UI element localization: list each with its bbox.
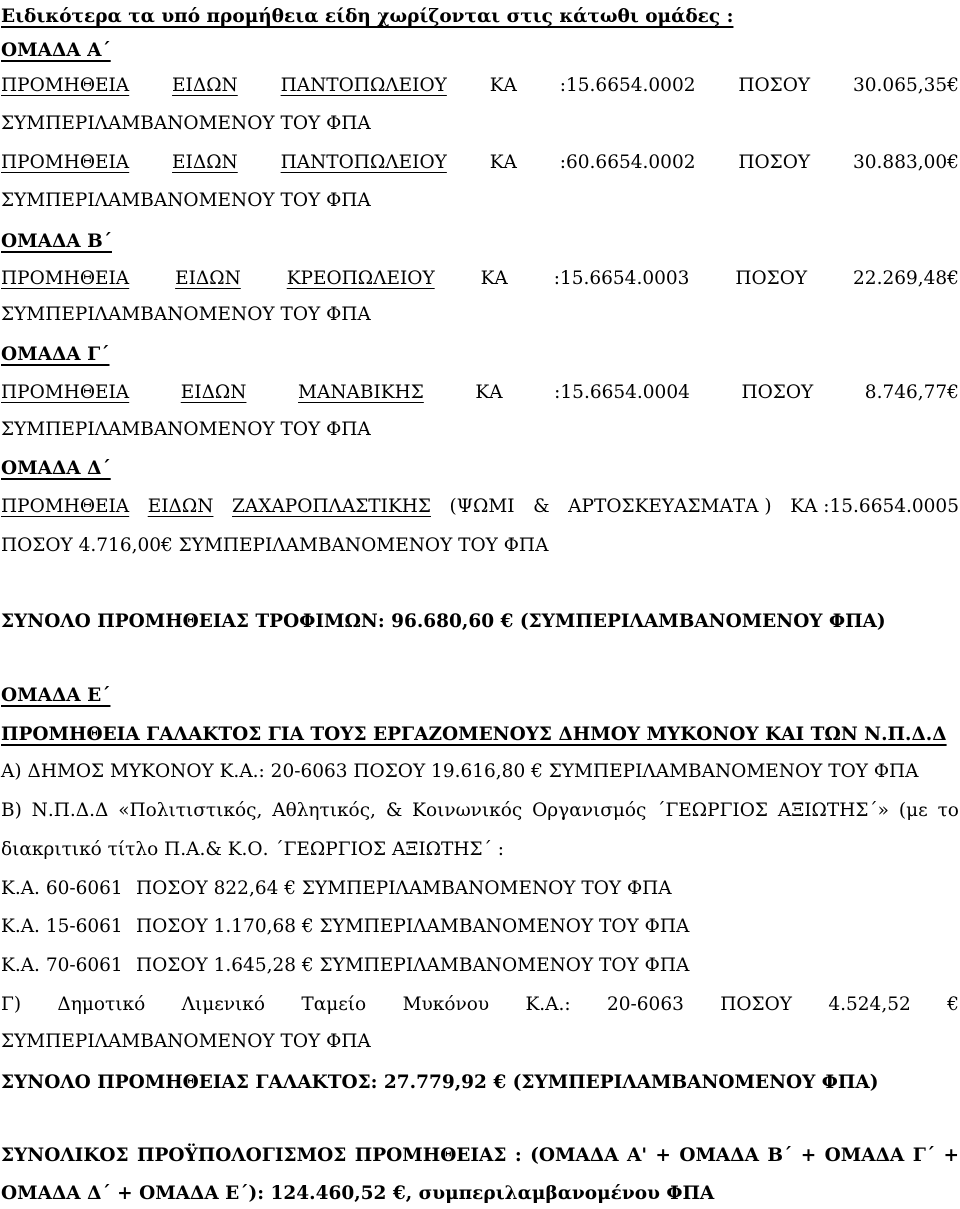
group-a-item-2: ΠΡΟΜΗΘΕΙΑ ΕΙΔΩΝ ΠΑΝΤΟΠΩΛΕΙΟΥ ΚΑ :60.6654.0002 ΠΟΣΟΥ 30.883,00€: [1, 152, 959, 173]
group-e-line-c: Γ) Δημοτικό Λιμενικό Ταμείο Μυκόνου Κ.Α.: 20-6063 ΠΟΣΟΥ 4.524,52 €: [1, 994, 959, 1015]
group-b-heading: ΟΜΑΔΑ Β΄: [1, 231, 112, 252]
group-c-item-1: ΠΡΟΜΗΘΕΙΑ ΕΙΔΩΝ ΜΑΝΑΒΙΚΗΣ ΚΑ :15.6654.0004 ΠΟΣΟΥ 8.746,77€: [1, 382, 959, 403]
group-e-heading: ΟΜΑΔΑ Ε΄: [1, 685, 111, 706]
group-d-item-1-amount: ΠΟΣΟΥ 4.716,00€ ΣΥΜΠΕΡΙΛΑΜΒΑΝΟΜΕΝΟΥ ΤΟΥ ΦΠΑ: [1, 535, 549, 556]
group-a-item-2-vat: ΣΥΜΠΕΡΙΛΑΜΒΑΝΟΜΕΝΟΥ ΤΟΥ ΦΠΑ: [1, 190, 371, 211]
group-b-item-1: ΠΡΟΜΗΘΕΙΑ ΕΙΔΩΝ ΚΡΕΟΠΩΛΕΙΟΥ ΚΑ :15.6654.0003 ΠΟΣΟΥ 22.269,48€: [1, 268, 959, 289]
group-a-heading: ΟΜΑΔΑ Α΄: [1, 40, 111, 61]
ka-row: Κ.Α. 60-6061 ΠΟΣΟΥ 822,64 € ΣΥΜΠΕΡΙΛΑΜΒΑΝΟΜΕΝΟΥ ΤΟΥ ΦΠΑ: [1, 878, 672, 899]
intro-heading: Ειδικότερα τα υπό προμήθεια είδη χωρίζονται στις κάτωθι ομάδες :: [1, 6, 734, 27]
food-total: ΣΥΝΟΛΟ ΠΡΟΜΗΘΕΙΑΣ ΤΡΟΦΙΜΩΝ: 96.680,60 € (ΣΥΜΠΕΡΙΛΑΜΒΑΝΟΜΕΝΟΥ ΦΠΑ): [1, 611, 886, 632]
group-c-heading: ΟΜΑΔΑ Γ΄: [1, 344, 110, 365]
group-d-heading: ΟΜΑΔΑ Δ΄: [1, 458, 111, 479]
group-e-title: ΠΡΟΜΗΘΕΙΑ ΓΑΛΑΚΤΟΣ ΓΙΑ ΤΟΥΣ ΕΡΓΑΖΟΜΕΝΟΥΣ ΔΗΜΟΥ ΜΥΚΟΝΟΥ ΚΑΙ ΤΩΝ Ν.Π.Δ.Δ: [1, 724, 947, 745]
group-c-item-1-vat: ΣΥΜΠΕΡΙΛΑΜΒΑΝΟΜΕΝΟΥ ΤΟΥ ΦΠΑ: [1, 419, 371, 440]
ka-row: Κ.Α. 15-6061 ΠΟΣΟΥ 1.170,68 € ΣΥΜΠΕΡΙΛΑΜΒΑΝΟΜΕΝΟΥ ΤΟΥ ΦΠΑ: [1, 916, 690, 937]
group-d-item-1: ΠΡΟΜΗΘΕΙΑ ΕΙΔΩΝ ΖΑΧΑΡΟΠΛΑΣΤΙΚΗΣ (ΨΩΜΙ & ΑΡΤΟΣΚΕΥΑΣΜΑΤΑ ) ΚΑ :15.6654.0005: [1, 496, 959, 517]
ka-row: Κ.Α. 70-6061 ΠΟΣΟΥ 1.645,28 € ΣΥΜΠΕΡΙΛΑΜΒΑΝΟΜΕΝΟΥ ΤΟΥ ΦΠΑ: [1, 955, 690, 976]
budget-total-line-2: ΟΜΑΔΑ Δ΄ + ΟΜΑΔΑ Ε΄): 124.460,52 €, συμπεριλαμβανομένου ΦΠΑ: [1, 1183, 715, 1204]
group-e-line-b: Β) Ν.Π.Δ.Δ «Πολιτιστικός, Αθλητικός, & Κοινωνικός Οργανισμός ΄ΓΕΩΡΓΙΟΣ ΑΞΙΩΤΗΣ΄» (με το: [1, 800, 959, 821]
milk-total: ΣΥΝΟΛΟ ΠΡΟΜΗΘΕΙΑΣ ΓΑΛΑΚΤΟΣ: 27.779,92 € (ΣΥΜΠΕΡΙΛΑΜΒΑΝΟΜΕΝΟΥ ΦΠΑ): [1, 1072, 879, 1093]
group-a-item-1: ΠΡΟΜΗΘΕΙΑ ΕΙΔΩΝ ΠΑΝΤΟΠΩΛΕΙΟΥ ΚΑ :15.6654.0002 ΠΟΣΟΥ 30.065,35€: [1, 75, 959, 96]
group-e-line-a: Α) ΔΗΜΟΣ ΜΥΚΟΝΟΥ Κ.Α.: 20-6063 ΠΟΣΟΥ 19.616,80 € ΣΥΜΠΕΡΙΛΑΜΒΑΝΟΜΕΝΟΥ ΤΟΥ ΦΠΑ: [1, 761, 919, 782]
group-e-line-b-title: διακριτικό τίτλο Π.Α.& Κ.Ο. ΄ΓΕΩΡΓΙΟΣ ΑΞΙΩΤΗΣ΄ :: [1, 839, 504, 860]
budget-total-line-1: ΣΥΝΟΛΙΚΟΣ ΠΡΟΫΠΟΛΟΓΙΣΜΟΣ ΠΡΟΜΗΘΕΙΑΣ : (ΟΜΑΔΑ Α' + ΟΜΑΔΑ Β΄ + ΟΜΑΔΑ Γ΄ +: [1, 1145, 959, 1166]
group-e-line-c-vat: ΣΥΜΠΕΡΙΛΑΜΒΑΝΟΜΕΝΟΥ ΤΟΥ ΦΠΑ: [1, 1031, 371, 1052]
group-b-item-1-vat: ΣΥΜΠΕΡΙΛΑΜΒΑΝΟΜΕΝΟΥ ΤΟΥ ΦΠΑ: [1, 304, 371, 325]
group-a-item-1-vat: ΣΥΜΠΕΡΙΛΑΜΒΑΝΟΜΕΝΟΥ ΤΟΥ ΦΠΑ: [1, 113, 371, 134]
